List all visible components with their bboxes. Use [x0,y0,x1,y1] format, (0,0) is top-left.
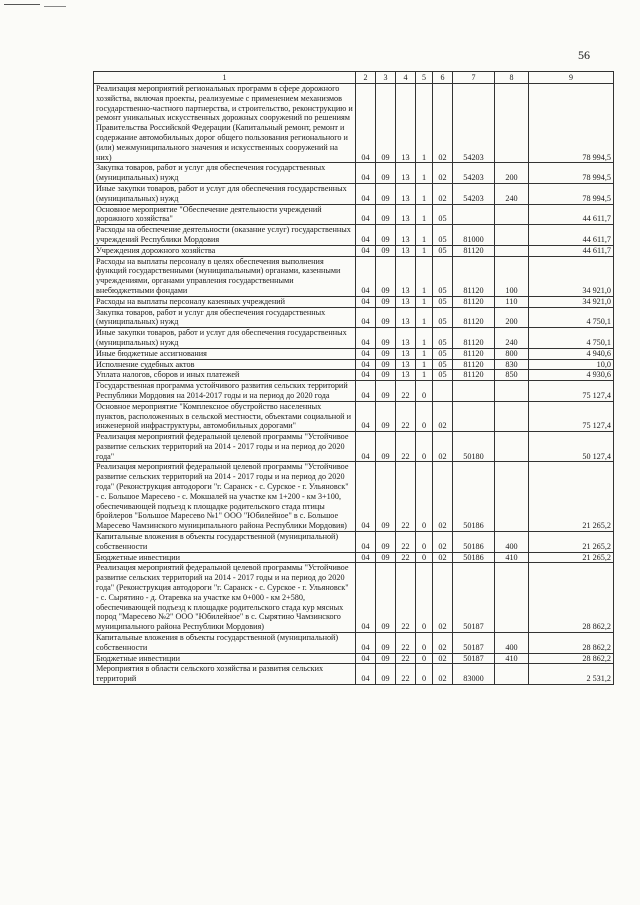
program-code-cell: 22 [396,381,416,402]
program-code-cell: 22 [396,552,416,563]
table-row [94,532,614,553]
subprogram-code-cell: 1 [416,328,433,349]
activity-code-cell: 02 [433,563,453,633]
program-code-cell: 13 [396,256,416,296]
column-header: 9 [529,72,614,84]
row-name-cell: Расходы на выплаты персоналу казенных учреждений [94,296,356,307]
amount-cell: 44 611,7 [529,245,614,256]
row-name-cell: Исполнение судебных актов [94,359,356,370]
amount-cell: 34 921,0 [529,256,614,296]
row-name-cell: Бюджетные инвестиции [94,653,356,664]
table-header-row [94,72,614,84]
table-row [94,462,614,532]
section-code-cell: 04 [356,204,376,225]
direction-code-cell: 81120 [453,245,495,256]
subsection-code-cell: 09 [376,307,396,328]
amount-cell: 2 531,2 [529,664,614,685]
subprogram-code-cell: 1 [416,256,433,296]
table-row [94,256,614,296]
expense-type-cell: 200 [495,307,529,328]
subprogram-code-cell: 1 [416,225,433,246]
amount-cell: 4 930,6 [529,370,614,381]
subsection-code-cell: 09 [376,84,396,163]
subsection-code-cell: 09 [376,633,396,654]
amount-cell: 50 127,4 [529,432,614,462]
activity-code-cell: 02 [433,401,453,431]
amount-cell: 44 611,7 [529,204,614,225]
section-code-cell: 04 [356,432,376,462]
direction-code-cell: 50186 [453,462,495,532]
section-code-cell: 04 [356,359,376,370]
direction-code-cell: 81120 [453,370,495,381]
direction-code-cell: 50186 [453,552,495,563]
expense-type-cell [495,245,529,256]
direction-code-cell: 54203 [453,163,495,184]
direction-code-cell: 81000 [453,225,495,246]
program-code-cell: 22 [396,462,416,532]
subsection-code-cell: 09 [376,328,396,349]
table-row [94,563,614,633]
section-code-cell: 04 [356,84,376,163]
section-code-cell: 04 [356,256,376,296]
subprogram-code-cell: 0 [416,633,433,654]
row-name-cell: Закупка товаров, работ и услуг для обеспечения государственных (муниципальных) нужд [94,307,356,328]
subsection-code-cell: 09 [376,183,396,204]
amount-cell: 21 265,2 [529,552,614,563]
table-row [94,432,614,462]
program-code-cell: 13 [396,370,416,381]
subsection-code-cell: 09 [376,552,396,563]
program-code-cell: 22 [396,401,416,431]
amount-cell: 4 940,6 [529,348,614,359]
row-name-cell: Учреждения дорожного хозяйства [94,245,356,256]
program-code-cell: 13 [396,183,416,204]
subsection-code-cell: 09 [376,225,396,246]
section-code-cell: 04 [356,633,376,654]
subsection-code-cell: 09 [376,653,396,664]
row-name-cell: Мероприятия в области сельского хозяйства и развития сельских территорий [94,664,356,685]
section-code-cell: 04 [356,163,376,184]
subsection-code-cell: 09 [376,401,396,431]
activity-code-cell: 05 [433,225,453,246]
subprogram-code-cell: 0 [416,432,433,462]
section-code-cell: 04 [356,563,376,633]
direction-code-cell: 83000 [453,664,495,685]
expense-type-cell [495,381,529,402]
expense-type-cell: 850 [495,370,529,381]
column-header: 3 [376,72,396,84]
program-code-cell: 13 [396,296,416,307]
amount-cell: 4 750,1 [529,328,614,349]
amount-cell: 28 862,2 [529,633,614,654]
row-name-cell: Уплата налогов, сборов и иных платежей [94,370,356,381]
subprogram-code-cell: 1 [416,183,433,204]
subsection-code-cell: 09 [376,370,396,381]
column-header: 4 [396,72,416,84]
column-header: 2 [356,72,376,84]
expense-type-cell: 410 [495,552,529,563]
program-code-cell: 13 [396,204,416,225]
direction-code-cell [453,204,495,225]
subsection-code-cell: 09 [376,204,396,225]
program-code-cell: 13 [396,359,416,370]
scan-artifact-line [44,6,66,7]
activity-code-cell: 02 [433,552,453,563]
activity-code-cell: 02 [433,462,453,532]
amount-cell: 34 921,0 [529,296,614,307]
amount-cell: 21 265,2 [529,462,614,532]
program-code-cell: 13 [396,245,416,256]
table-row [94,381,614,402]
subprogram-code-cell: 1 [416,163,433,184]
program-code-cell: 22 [396,633,416,654]
row-name-cell: Расходы на обеспечение деятельности (оказание услуг) государственных учреждений Республики Мордовия [94,225,356,246]
table-row [94,328,614,349]
section-code-cell: 04 [356,401,376,431]
subprogram-code-cell: 1 [416,307,433,328]
activity-code-cell: 05 [433,245,453,256]
activity-code-cell [433,381,453,402]
direction-code-cell: 81120 [453,348,495,359]
subprogram-code-cell: 0 [416,401,433,431]
column-header: 7 [453,72,495,84]
section-code-cell: 04 [356,552,376,563]
activity-code-cell: 05 [433,204,453,225]
section-code-cell: 04 [356,307,376,328]
program-code-cell: 13 [396,163,416,184]
program-code-cell: 13 [396,307,416,328]
row-name-cell: Закупка товаров, работ и услуг для обеспечения государственных (муниципальных) нужд [94,163,356,184]
activity-code-cell: 02 [433,163,453,184]
subsection-code-cell: 09 [376,245,396,256]
direction-code-cell [453,401,495,431]
row-name-cell: Реализация мероприятий федеральной целевой программы "Устойчивое развитие сельских территорий на 2014 - 2017 годы и на период до 2020 года" [94,432,356,462]
row-name-cell: Реализация мероприятий федеральной целевой программы "Устойчивое развитие сельских территорий на 2014 - 2017 годы и на период до 2020 года" (Реконструкция автодороги "г. Саранск - с. Сурское - г. Ульяновск" - с. Сырятино - д. Отаревка на участке км 0+000 - км 2+580, обеспечивающей подъезд к площадке родительского стада кур мясных пород "Маресево №2" ООО "Юбилейное" в с. Сырятино Чамзинского муниципального района Республики Мордовия) [94,563,356,633]
row-name-cell: Бюджетные инвестиции [94,552,356,563]
program-code-cell: 22 [396,532,416,553]
direction-code-cell: 81120 [453,359,495,370]
expense-type-cell [495,225,529,246]
amount-cell: 4 750,1 [529,307,614,328]
subsection-code-cell: 09 [376,563,396,633]
expense-type-cell [495,462,529,532]
expense-type-cell: 240 [495,183,529,204]
section-code-cell: 04 [356,532,376,553]
direction-code-cell: 50187 [453,653,495,664]
table-row [94,401,614,431]
row-name-cell: Реализация мероприятий федеральной целевой программы "Устойчивое развитие сельских территорий на 2014 - 2017 годы и на период до 2020 года" (Реконструкция автодороги "г. Саранск - с. Сурское - г. Ульяновск" - с. Большое Маресево - с. Мокшалей на участке км 1+200 - км 3+100, обеспечивающей подъезд к площадке родительского стада птицы бройлеров "Большое Маресево №1" ООО "Юбилейное" в с. Большое Маресево Чамзинского муниципального района Республики Мордовия) [94,462,356,532]
amount-cell: 28 862,2 [529,563,614,633]
section-code-cell: 04 [356,183,376,204]
expense-type-cell [495,84,529,163]
program-code-cell: 22 [396,563,416,633]
table-row [94,348,614,359]
subprogram-code-cell: 1 [416,204,433,225]
activity-code-cell: 05 [433,348,453,359]
direction-code-cell [453,381,495,402]
subsection-code-cell: 09 [376,462,396,532]
row-name-cell: Реализация мероприятий региональных программ в сфере дорожного хозяйства, включая проекты, реализуемые с применением механизмов государственно-частного партнерства, и строительство, реконструкцию и ремонт уникальных искусственных дорожных сооружений по решениям Правительства Российской Федерации (Капитальный ремонт, ремонт и содержание автомобильных дорог общего пользования регионального и (или) межмуниципального значения и искусственных сооружений на них) [94,84,356,163]
subprogram-code-cell: 0 [416,664,433,685]
subsection-code-cell: 09 [376,532,396,553]
activity-code-cell: 02 [433,664,453,685]
amount-cell: 44 611,7 [529,225,614,246]
subsection-code-cell: 09 [376,432,396,462]
direction-code-cell: 50187 [453,633,495,654]
amount-cell: 21 265,2 [529,532,614,553]
subprogram-code-cell: 0 [416,532,433,553]
expense-type-cell [495,563,529,633]
row-name-cell: Иные закупки товаров, работ и услуг для обеспечения государственных (муниципальных) нужд [94,328,356,349]
column-header: 5 [416,72,433,84]
program-code-cell: 13 [396,84,416,163]
direction-code-cell: 81120 [453,296,495,307]
table-row [94,204,614,225]
subprogram-code-cell: 1 [416,359,433,370]
expense-type-cell [495,664,529,685]
table-body [94,84,614,685]
page-number: 56 [578,48,590,62]
program-code-cell: 13 [396,225,416,246]
subsection-code-cell: 09 [376,359,396,370]
table-row [94,163,614,184]
section-code-cell: 04 [356,381,376,402]
section-code-cell: 04 [356,664,376,685]
subprogram-code-cell: 0 [416,653,433,664]
expense-type-cell: 400 [495,532,529,553]
activity-code-cell: 02 [433,532,453,553]
subprogram-code-cell: 1 [416,370,433,381]
expense-type-cell: 400 [495,633,529,654]
row-name-cell: Капитальные вложения в объекты государственной (муниципальной) собственности [94,532,356,553]
direction-code-cell: 50187 [453,563,495,633]
direction-code-cell: 81120 [453,256,495,296]
direction-code-cell: 81120 [453,328,495,349]
subprogram-code-cell: 0 [416,563,433,633]
expense-type-cell [495,401,529,431]
column-header: 1 [94,72,356,84]
activity-code-cell: 02 [433,84,453,163]
program-code-cell: 13 [396,348,416,359]
table-row [94,370,614,381]
row-name-cell: Расходы на выплаты персоналу в целях обеспечения выполнения функций государственными (муниципальными) органами, казенными учреждениями, органами управления государственными внебюджетными фондами [94,256,356,296]
amount-cell: 75 127,4 [529,401,614,431]
table-row [94,225,614,246]
activity-code-cell: 02 [433,432,453,462]
section-code-cell: 04 [356,370,376,381]
table-row [94,664,614,685]
direction-code-cell: 54203 [453,84,495,163]
activity-code-cell: 05 [433,307,453,328]
subsection-code-cell: 09 [376,664,396,685]
section-code-cell: 04 [356,225,376,246]
table-row [94,84,614,163]
amount-cell: 10,0 [529,359,614,370]
table-row [94,183,614,204]
amount-cell: 28 862,2 [529,653,614,664]
subprogram-code-cell: 1 [416,245,433,256]
subsection-code-cell: 09 [376,381,396,402]
table-row [94,296,614,307]
column-header: 6 [433,72,453,84]
section-code-cell: 04 [356,328,376,349]
direction-code-cell: 81120 [453,307,495,328]
amount-cell: 75 127,4 [529,381,614,402]
table-row [94,245,614,256]
expense-type-cell: 100 [495,256,529,296]
table-row [94,307,614,328]
program-code-cell: 22 [396,653,416,664]
table-row [94,552,614,563]
subsection-code-cell: 09 [376,296,396,307]
row-name-cell: Основное мероприятие "Комплексное обустройство населенных пунктов, расположенных в сельской местности, объектами социальной и инженерной инфраструктуры, автомобильных дорогами" [94,401,356,431]
activity-code-cell: 02 [433,653,453,664]
activity-code-cell: 05 [433,359,453,370]
activity-code-cell: 05 [433,256,453,296]
section-code-cell: 04 [356,462,376,532]
expense-type-cell: 200 [495,163,529,184]
program-code-cell: 22 [396,432,416,462]
amount-cell: 78 994,5 [529,84,614,163]
subsection-code-cell: 09 [376,348,396,359]
amount-cell: 78 994,5 [529,163,614,184]
table-row [94,633,614,654]
row-name-cell: Иные бюджетные ассигнования [94,348,356,359]
subprogram-code-cell: 0 [416,381,433,402]
activity-code-cell: 05 [433,328,453,349]
budget-table [93,71,614,685]
column-header: 8 [495,72,529,84]
row-name-cell: Иные закупки товаров, работ и услуг для обеспечения государственных (муниципальных) нужд [94,183,356,204]
activity-code-cell: 05 [433,296,453,307]
expense-type-cell [495,432,529,462]
subprogram-code-cell: 1 [416,84,433,163]
table-row [94,359,614,370]
direction-code-cell: 50180 [453,432,495,462]
section-code-cell: 04 [356,653,376,664]
subsection-code-cell: 09 [376,163,396,184]
expense-type-cell: 830 [495,359,529,370]
subsection-code-cell: 09 [376,256,396,296]
activity-code-cell: 02 [433,633,453,654]
subprogram-code-cell: 0 [416,462,433,532]
subprogram-code-cell: 0 [416,552,433,563]
amount-cell: 78 994,5 [529,183,614,204]
section-code-cell: 04 [356,296,376,307]
program-code-cell: 13 [396,328,416,349]
activity-code-cell: 02 [433,183,453,204]
expense-type-cell: 110 [495,296,529,307]
expense-type-cell: 800 [495,348,529,359]
expense-type-cell: 240 [495,328,529,349]
table-row [94,653,614,664]
scan-artifact-line [4,4,40,5]
row-name-cell: Капитальные вложения в объекты государственной (муниципальной) собственности [94,633,356,654]
activity-code-cell: 05 [433,370,453,381]
program-code-cell: 22 [396,664,416,685]
expense-type-cell: 410 [495,653,529,664]
section-code-cell: 04 [356,245,376,256]
subprogram-code-cell: 1 [416,348,433,359]
subprogram-code-cell: 1 [416,296,433,307]
direction-code-cell: 54203 [453,183,495,204]
row-name-cell: Государственная программа устойчивого развития сельских территорий Республики Мордовия на 2014-2017 годы и на период до 2020 года [94,381,356,402]
direction-code-cell: 50186 [453,532,495,553]
row-name-cell: Основное мероприятие "Обеспечение деятельности учреждений дорожного хозяйства" [94,204,356,225]
expense-type-cell [495,204,529,225]
section-code-cell: 04 [356,348,376,359]
